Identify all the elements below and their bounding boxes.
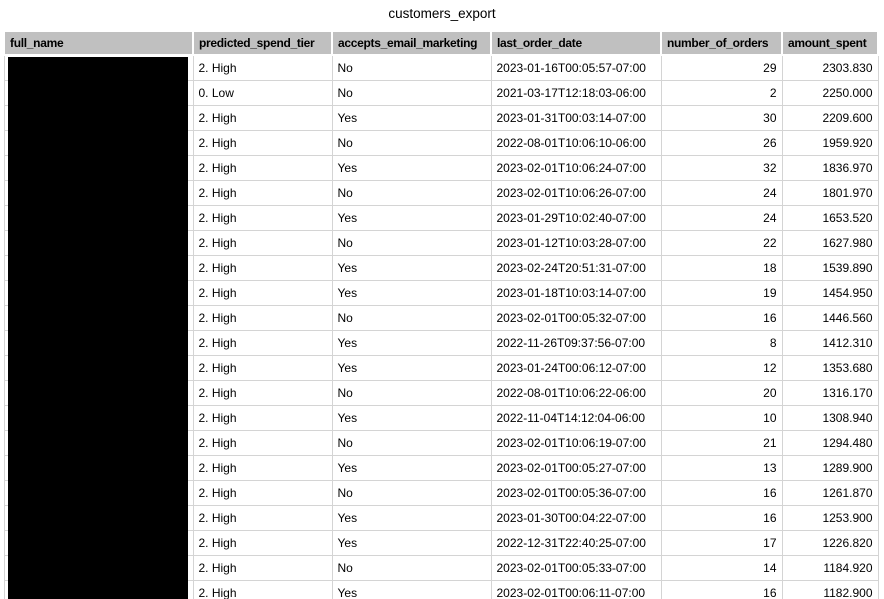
column-header-accepts-email-marketing: accepts_email_marketing <box>332 32 491 55</box>
cell-accepts_email_marketing: No <box>332 481 491 506</box>
cell-predicted_spend_tier: 2. High <box>193 581 332 599</box>
redaction-box-full-name-column <box>8 57 188 599</box>
cell-number_of_orders: 24 <box>661 206 782 231</box>
cell-last_order_date: 2023-01-30T00:04:22-07:00 <box>491 506 661 531</box>
cell-predicted_spend_tier: 2. High <box>193 131 332 156</box>
cell-accepts_email_marketing: Yes <box>332 331 491 356</box>
cell-predicted_spend_tier: 2. High <box>193 406 332 431</box>
cell-amount_spent: 1353.680 <box>782 356 878 381</box>
cell-last_order_date: 2022-08-01T10:06:10-06:00 <box>491 131 661 156</box>
cell-accepts_email_marketing: Yes <box>332 581 491 599</box>
cell-predicted_spend_tier: 2. High <box>193 556 332 581</box>
cell-last_order_date: 2023-01-16T00:05:57-07:00 <box>491 55 661 81</box>
column-header-predicted-spend-tier: predicted_spend_tier <box>193 32 332 55</box>
cell-last_order_date: 2022-08-01T10:06:22-06:00 <box>491 381 661 406</box>
cell-number_of_orders: 2 <box>661 81 782 106</box>
cell-number_of_orders: 22 <box>661 231 782 256</box>
cell-last_order_date: 2023-01-18T10:03:14-07:00 <box>491 281 661 306</box>
cell-accepts_email_marketing: Yes <box>332 531 491 556</box>
cell-accepts_email_marketing: Yes <box>332 406 491 431</box>
column-header-last-order-date: last_order_date <box>491 32 661 55</box>
cell-number_of_orders: 16 <box>661 481 782 506</box>
document-title: customers_export <box>388 6 496 21</box>
cell-number_of_orders: 26 <box>661 131 782 156</box>
cell-last_order_date: 2023-02-01T10:06:26-07:00 <box>491 181 661 206</box>
cell-amount_spent: 1801.970 <box>782 181 878 206</box>
cell-number_of_orders: 24 <box>661 181 782 206</box>
cell-accepts_email_marketing: No <box>332 81 491 106</box>
cell-amount_spent: 1294.480 <box>782 431 878 456</box>
cell-amount_spent: 1316.170 <box>782 381 878 406</box>
cell-amount_spent: 1253.900 <box>782 506 878 531</box>
cell-last_order_date: 2023-01-29T10:02:40-07:00 <box>491 206 661 231</box>
cell-number_of_orders: 16 <box>661 506 782 531</box>
cell-amount_spent: 1412.310 <box>782 331 878 356</box>
cell-amount_spent: 1454.950 <box>782 281 878 306</box>
cell-accepts_email_marketing: Yes <box>332 156 491 181</box>
cell-amount_spent: 1261.870 <box>782 481 878 506</box>
cell-accepts_email_marketing: No <box>332 55 491 81</box>
cell-last_order_date: 2023-02-01T10:06:19-07:00 <box>491 431 661 456</box>
cell-predicted_spend_tier: 2. High <box>193 306 332 331</box>
cell-predicted_spend_tier: 2. High <box>193 456 332 481</box>
cell-number_of_orders: 17 <box>661 531 782 556</box>
cell-amount_spent: 1446.560 <box>782 306 878 331</box>
cell-number_of_orders: 16 <box>661 306 782 331</box>
cell-predicted_spend_tier: 2. High <box>193 356 332 381</box>
cell-last_order_date: 2023-02-01T00:05:27-07:00 <box>491 456 661 481</box>
cell-number_of_orders: 21 <box>661 431 782 456</box>
cell-accepts_email_marketing: No <box>332 181 491 206</box>
cell-number_of_orders: 29 <box>661 55 782 81</box>
cell-amount_spent: 1308.940 <box>782 406 878 431</box>
header-row <box>4 32 878 55</box>
cell-predicted_spend_tier: 2. High <box>193 281 332 306</box>
cell-accepts_email_marketing: No <box>332 556 491 581</box>
cell-predicted_spend_tier: 2. High <box>193 106 332 131</box>
cell-accepts_email_marketing: No <box>332 306 491 331</box>
cell-accepts_email_marketing: No <box>332 381 491 406</box>
cell-predicted_spend_tier: 2. High <box>193 231 332 256</box>
cell-accepts_email_marketing: Yes <box>332 256 491 281</box>
cell-amount_spent: 1959.920 <box>782 131 878 156</box>
cell-last_order_date: 2023-02-01T00:05:33-07:00 <box>491 556 661 581</box>
cell-number_of_orders: 20 <box>661 381 782 406</box>
cell-number_of_orders: 12 <box>661 356 782 381</box>
cell-predicted_spend_tier: 2. High <box>193 55 332 81</box>
cell-amount_spent: 1289.900 <box>782 456 878 481</box>
cell-number_of_orders: 30 <box>661 106 782 131</box>
cell-amount_spent: 1836.970 <box>782 156 878 181</box>
cell-predicted_spend_tier: 2. High <box>193 431 332 456</box>
cell-predicted_spend_tier: 2. High <box>193 331 332 356</box>
column-header-amount-spent: amount_spent <box>782 32 878 55</box>
cell-amount_spent: 1184.920 <box>782 556 878 581</box>
cell-predicted_spend_tier: 2. High <box>193 531 332 556</box>
cell-accepts_email_marketing: Yes <box>332 356 491 381</box>
cell-number_of_orders: 18 <box>661 256 782 281</box>
cell-accepts_email_marketing: Yes <box>332 456 491 481</box>
cell-last_order_date: 2023-02-01T00:05:36-07:00 <box>491 481 661 506</box>
cell-predicted_spend_tier: 0. Low <box>193 81 332 106</box>
cell-last_order_date: 2023-01-12T10:03:28-07:00 <box>491 231 661 256</box>
cell-accepts_email_marketing: Yes <box>332 281 491 306</box>
cell-predicted_spend_tier: 2. High <box>193 156 332 181</box>
cell-number_of_orders: 19 <box>661 281 782 306</box>
cell-number_of_orders: 14 <box>661 556 782 581</box>
cell-last_order_date: 2022-12-31T22:40:25-07:00 <box>491 531 661 556</box>
cell-number_of_orders: 32 <box>661 156 782 181</box>
cell-amount_spent: 1627.980 <box>782 231 878 256</box>
cell-last_order_date: 2022-11-04T14:12:04-06:00 <box>491 406 661 431</box>
cell-last_order_date: 2023-02-24T20:51:31-07:00 <box>491 256 661 281</box>
cell-number_of_orders: 8 <box>661 331 782 356</box>
cell-predicted_spend_tier: 2. High <box>193 206 332 231</box>
cell-accepts_email_marketing: Yes <box>332 106 491 131</box>
cell-amount_spent: 1653.520 <box>782 206 878 231</box>
cell-amount_spent: 1182.900 <box>782 581 878 599</box>
cell-number_of_orders: 13 <box>661 456 782 481</box>
table-header <box>4 32 878 55</box>
cell-amount_spent: 1539.890 <box>782 256 878 281</box>
cell-accepts_email_marketing: Yes <box>332 506 491 531</box>
cell-accepts_email_marketing: Yes <box>332 206 491 231</box>
cell-last_order_date: 2023-02-01T00:06:11-07:00 <box>491 581 661 599</box>
cell-predicted_spend_tier: 2. High <box>193 381 332 406</box>
cell-last_order_date: 2023-02-01T00:05:32-07:00 <box>491 306 661 331</box>
cell-last_order_date: 2023-01-24T00:06:12-07:00 <box>491 356 661 381</box>
cell-last_order_date: 2022-11-26T09:37:56-07:00 <box>491 331 661 356</box>
cell-accepts_email_marketing: No <box>332 131 491 156</box>
cell-predicted_spend_tier: 2. High <box>193 181 332 206</box>
cell-number_of_orders: 10 <box>661 406 782 431</box>
cell-accepts_email_marketing: No <box>332 431 491 456</box>
cell-amount_spent: 2250.000 <box>782 81 878 106</box>
cell-number_of_orders: 16 <box>661 581 782 599</box>
column-header-number-of-orders: number_of_orders <box>661 32 782 55</box>
column-header-full-name: full_name <box>4 32 193 55</box>
cell-amount_spent: 2303.830 <box>782 55 878 81</box>
cell-amount_spent: 1226.820 <box>782 531 878 556</box>
cell-predicted_spend_tier: 2. High <box>193 481 332 506</box>
cell-last_order_date: 2023-01-31T00:03:14-07:00 <box>491 106 661 131</box>
cell-amount_spent: 2209.600 <box>782 106 878 131</box>
cell-predicted_spend_tier: 2. High <box>193 256 332 281</box>
cell-predicted_spend_tier: 2. High <box>193 506 332 531</box>
cell-last_order_date: 2023-02-01T10:06:24-07:00 <box>491 156 661 181</box>
cell-accepts_email_marketing: No <box>332 231 491 256</box>
cell-last_order_date: 2021-03-17T12:18:03-06:00 <box>491 81 661 106</box>
